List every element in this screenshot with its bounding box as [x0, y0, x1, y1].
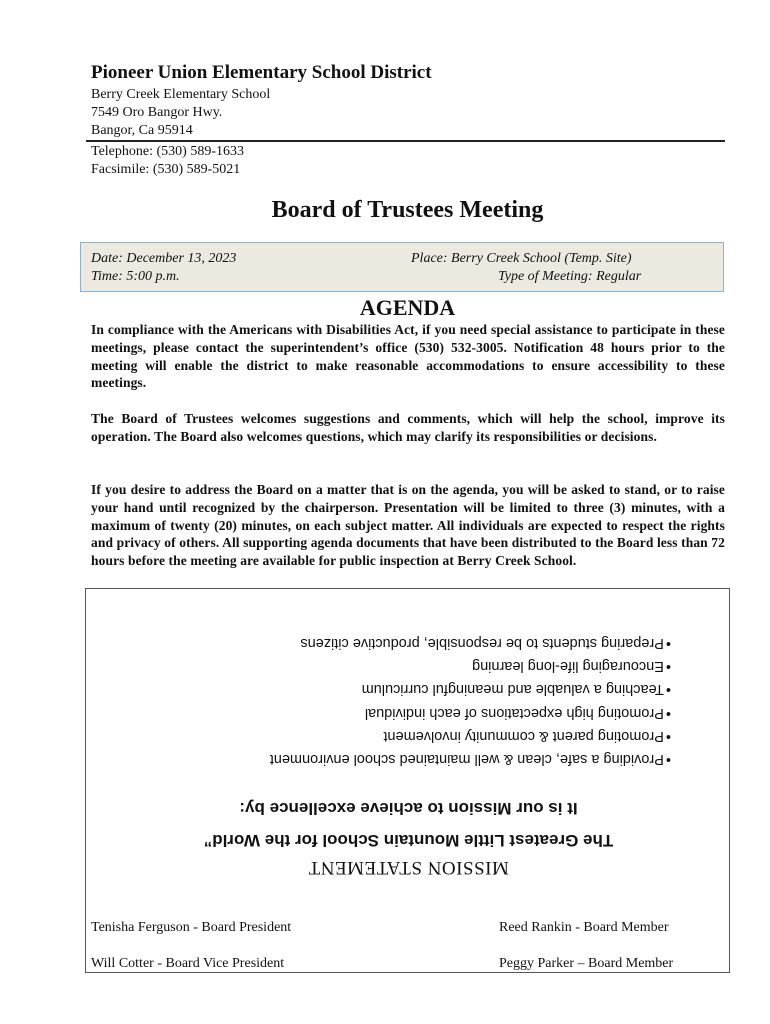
welcome-paragraph: The Board of Trustees welcomes suggestions and comments, which will help the school, improve its operation. The Board also welcomes questions, which may clarify its responsibilities or decisions. — [91, 411, 725, 444]
address-board-paragraph: If you desire to address the Board on a matter that is on the agenda, you will be asked to stand, or to raise your hand until recognized by the chairperson. Presentation will be limited to three (3) minutes, with a maximum of twenty (20) minutes, on each subject matter. All individuals are expected to respect the rights and privacy of others. All supporting agenda documents that have been distributed to the Board less than 72 hours before the meeting are available for public inspection at Berry Creek School. — [91, 482, 725, 569]
telephone: Telephone: (530) 589-1633 — [91, 144, 244, 159]
list-item: • Teaching a valuable and meaningful curriculum — [270, 677, 671, 700]
district-name: Pioneer Union Elementary School District — [91, 62, 432, 83]
ada-paragraph: In compliance with the Americans with Disabilities Act, if you need special assistance to participate in these meetings, please contact the superintendent’s office (530) 532-3005. Notification 48 hours prior to the meeting will enable the district to make reasonable accommodations to ensure accessibility to these meetings. — [91, 322, 725, 391]
meeting-info-box — [80, 242, 724, 292]
list-item: • Promoting parent & community involvement — [270, 724, 671, 747]
list-item: • Preparing students to be responsible, productive citizens — [270, 631, 671, 654]
facsimile: Facsimile: (530) 589-5021 — [91, 162, 241, 177]
city-address: Bangor, Ca 95914 — [91, 123, 193, 138]
meeting-date: Date: December 13, 2023 — [91, 251, 237, 266]
board-vice-president: Will Cotter - Board Vice President — [91, 956, 285, 971]
mission-quote: The Greatest Little Mountain School for the World” — [203, 831, 614, 850]
mission-statement-upside-down — [86, 589, 731, 894]
list-item: • Encouraging life-long learning — [270, 654, 671, 677]
list-item: • Promoting high expectations of each individual — [270, 700, 671, 723]
board-president: Tenisha Ferguson - Board President — [91, 920, 292, 935]
agenda-heading: AGENDA — [359, 295, 456, 320]
board-member-1: Reed Rankin - Board Member — [499, 920, 669, 935]
meeting-place: Place: Berry Creek School (Temp. Site) — [411, 251, 632, 266]
mission-box — [85, 588, 730, 973]
mission-title: MISSION STATEMENT — [308, 857, 509, 878]
meeting-time: Time: 5:00 p.m. — [91, 269, 180, 284]
list-item: • Providing a safe, clean & well maintained school environment — [270, 747, 671, 770]
school-name: Berry Creek Elementary School — [91, 87, 271, 102]
street-address: 7549 Oro Bangor Hwy. — [91, 105, 223, 120]
meeting-type: Type of Meeting: Regular — [498, 269, 642, 284]
board-member-2: Peggy Parker – Board Member — [499, 956, 674, 971]
mission-intro: It is our Mission to achieve excellence by: — [239, 799, 578, 818]
page-title: Board of Trustees Meeting — [271, 197, 544, 223]
mission-list — [270, 631, 671, 770]
header-rule — [86, 140, 725, 142]
